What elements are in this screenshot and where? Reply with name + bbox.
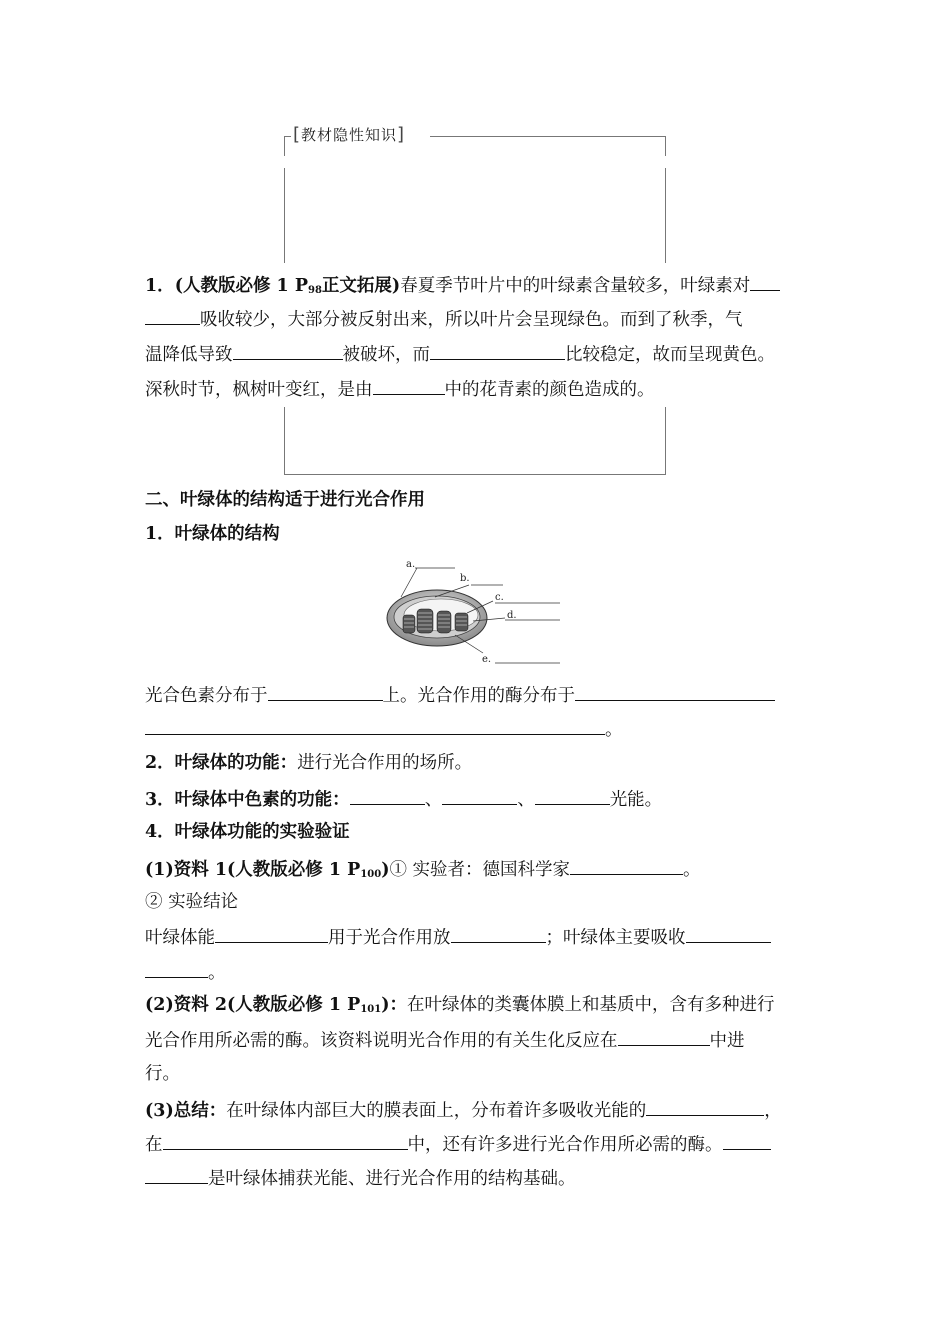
blank[interactable] <box>570 856 683 875</box>
q1-line-1: 1．(人教版必修 1 $P_{98}$正文拓展)春夏季节叶片中的叶绿素含量较多，叶绿素对 <box>145 272 780 303</box>
blank[interactable] <box>430 341 565 360</box>
blank[interactable] <box>750 272 780 291</box>
data1-line: (1)资料 1(人教版必修 1 $P_{100})①$ 实验者：德国科学家 。 <box>145 856 701 887</box>
data1-conclusion: ② 实验结论 <box>145 892 239 912</box>
blank[interactable] <box>233 341 343 360</box>
q1-line-4: 深秋时节，枫树叶变红，是由 中的花青素的颜色造成的。 <box>145 376 655 402</box>
diagram-label-c: c. <box>495 592 504 603</box>
blank[interactable] <box>215 924 328 943</box>
blank[interactable] <box>145 959 208 978</box>
section-heading: 二、叶绿体的结构适于进行光合作用 <box>145 490 425 510</box>
diagram-label-d: d. <box>507 610 517 621</box>
data2-line-1: (2)资料 2(人教版必修 1 $P_{101}$)：在叶绿体的类囊体膜上和基质中，含有多种进行 <box>145 995 775 1015</box>
blank[interactable] <box>646 1097 764 1116</box>
blank[interactable] <box>145 306 200 325</box>
blank[interactable] <box>442 786 517 805</box>
data2-line-2: 光合作用所必需的酶。该资料说明光合作用的有关生化反应在 中进 <box>145 1027 745 1053</box>
data2-line-3: 行。 <box>145 1064 180 1084</box>
q1-line-2: 吸收较少，大部分被反射出来，所以叶片会呈现绿色。而到了秋季，气 <box>145 306 743 332</box>
blank[interactable] <box>451 924 546 943</box>
blank[interactable] <box>723 1131 771 1150</box>
blank[interactable] <box>373 376 445 395</box>
blank[interactable] <box>145 1165 208 1184</box>
blank[interactable] <box>618 1027 710 1046</box>
summary-line-3: 是叶绿体捕获光能、进行光合作用的结构基础。 <box>145 1165 576 1191</box>
blank[interactable] <box>163 1131 408 1150</box>
diagram-label-b: b. <box>460 573 470 584</box>
item-3: 3．叶绿体中色素的功能： 、 、 光能。 <box>145 786 662 812</box>
diagram-label-a: a. <box>406 559 416 570</box>
blank[interactable] <box>145 716 605 735</box>
data1-conclusion-line-2: 。 <box>145 959 226 985</box>
blank[interactable] <box>686 924 771 943</box>
blank[interactable] <box>268 682 383 701</box>
diagram-label-e: e. <box>482 654 492 665</box>
subheading-structure: 1．叶绿体的结构 <box>145 524 280 544</box>
pigment-line-2: 。 <box>145 716 623 742</box>
summary-line-1: (3)总结：在叶绿体内部巨大的膜表面上，分布着许多吸收光能的 ， <box>145 1097 782 1123</box>
item-4: 4．叶绿体功能的实验验证 <box>145 822 350 842</box>
blank[interactable] <box>535 786 610 805</box>
item-2: 2．叶绿体的功能：进行光合作用的场所。 <box>145 753 473 773</box>
knowledge-box-title: [教材隐性知识] <box>293 124 406 145</box>
chloroplast-diagram <box>385 555 570 670</box>
q1-line-3: 温降低导致 被破坏，而 比较稳定，故而呈现黄色。 <box>145 341 775 367</box>
summary-line-2: 在 中，还有许多进行光合作用所必需的酶。 <box>145 1131 771 1157</box>
blank[interactable] <box>350 786 425 805</box>
blank[interactable] <box>575 682 775 701</box>
data1-conclusion-line-1: 叶绿体能 用于光合作用放 ；叶绿体主要吸收 <box>145 924 771 950</box>
pigment-line-1: 光合色素分布于 上。光合作用的酶分布于 <box>145 682 775 708</box>
